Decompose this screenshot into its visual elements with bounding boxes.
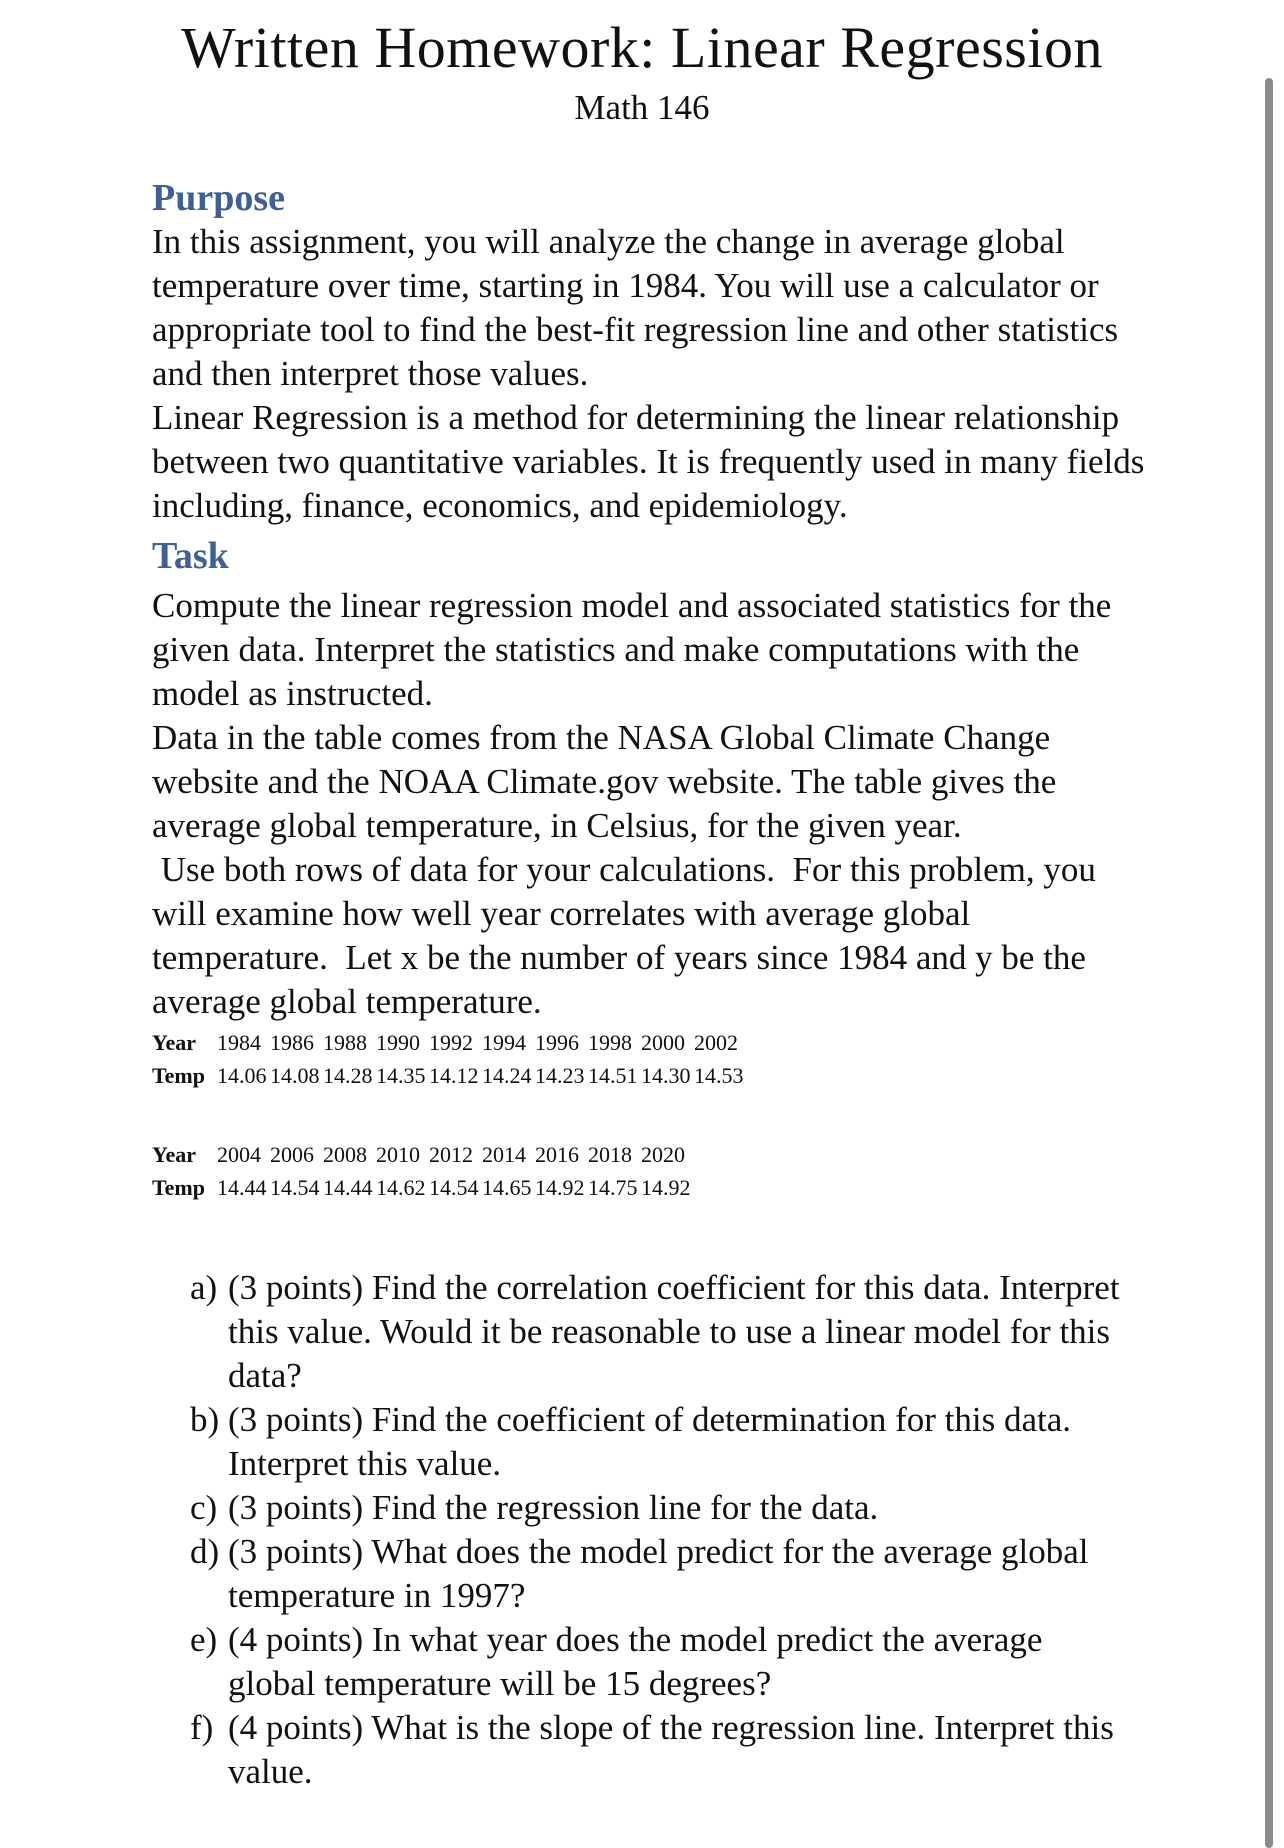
temp-cell: 14.08 [269, 1063, 320, 1088]
year-label: Year [152, 1030, 196, 1055]
temp-cell: 14.24 [481, 1063, 532, 1088]
year-label: Year [152, 1142, 196, 1167]
question-label: e) [190, 1620, 218, 1659]
purpose-paragraph-1: In this assignment, you will analyze the change in average global temperature over time, starting in 1984. You will use a calculator or appropriate tool to find the best-fit regression line and other statistics and then interpret those values. [152, 222, 1119, 393]
year-cell: 2000 [640, 1030, 685, 1055]
temperature-table-2 [152, 1138, 694, 1204]
question-label: b) [190, 1400, 220, 1439]
temp-cell: 14.65 [481, 1175, 532, 1200]
temp-cell: 14.51 [587, 1063, 638, 1088]
year-cell: 2016 [534, 1142, 579, 1167]
temp-cell: 14.44 [322, 1175, 373, 1200]
temp-cell: 14.35 [375, 1063, 426, 1088]
table-row-temp [152, 1059, 747, 1092]
temp-cell: 14.92 [640, 1175, 691, 1200]
question-item [190, 1706, 1130, 1794]
year-cell: 2004 [216, 1142, 261, 1167]
temp-cell: 14.30 [640, 1063, 691, 1088]
question-label: c) [190, 1488, 218, 1527]
year-cell: 2018 [587, 1142, 632, 1167]
year-cell: 1988 [322, 1030, 367, 1055]
question-text: (4 points) What is the slope of the regression line. Interpret this value. [228, 1708, 1114, 1791]
question-item [190, 1486, 1130, 1530]
temperature-table-1 [152, 1026, 747, 1092]
year-cell: 1996 [534, 1030, 579, 1055]
year-cell: 2002 [693, 1030, 738, 1055]
temp-cell: 14.62 [375, 1175, 426, 1200]
purpose-heading: Purpose [152, 177, 285, 219]
year-cell: 2008 [322, 1142, 367, 1167]
question-item [190, 1530, 1130, 1618]
temp-cell: 14.28 [322, 1063, 373, 1088]
table-row-year [152, 1138, 694, 1171]
year-cell: 1984 [216, 1030, 261, 1055]
year-cell: 1986 [269, 1030, 314, 1055]
question-label: f) [190, 1708, 214, 1747]
question-item [190, 1266, 1130, 1398]
document-body [152, 176, 1152, 1794]
year-cell: 1992 [428, 1030, 473, 1055]
vertical-scrollbar[interactable] [1265, 78, 1273, 1848]
question-label: d) [190, 1532, 220, 1571]
question-text: (4 points) In what year does the model predict the average global temperature will be 15 degrees? [228, 1620, 1043, 1703]
year-cell: 1994 [481, 1030, 526, 1055]
table-row-year [152, 1026, 747, 1059]
temp-label: Temp [152, 1063, 205, 1088]
course-name: Math 146 [574, 88, 710, 127]
temp-cell: 14.44 [216, 1175, 267, 1200]
temp-cell: 14.12 [428, 1063, 479, 1088]
year-cell: 2010 [375, 1142, 420, 1167]
document-title: Written Homework: Linear Regression [181, 15, 1103, 80]
year-cell: 2014 [481, 1142, 526, 1167]
task-paragraph-1: Compute the linear regression model and associated statistics for the given data. Interpret the statistics and make computations with the model as instructed. [152, 586, 1112, 713]
temp-cell: 14.54 [428, 1175, 479, 1200]
table-row-temp [152, 1171, 694, 1204]
temp-cell: 14.06 [216, 1063, 267, 1088]
year-cell: 1998 [587, 1030, 632, 1055]
year-cell: 1990 [375, 1030, 420, 1055]
question-item [190, 1398, 1130, 1486]
question-list [190, 1266, 1130, 1794]
year-cell: 2012 [428, 1142, 473, 1167]
question-text: (3 points) Find the correlation coefficient for this data. Interpret this value. Would it be reasonable to use a linear model for this data? [228, 1268, 1120, 1395]
task-body [152, 584, 1152, 1024]
temp-cell: 14.23 [534, 1063, 585, 1088]
question-text: (3 points) What does the model predict for the average global temperature in 1997? [228, 1532, 1089, 1615]
task-heading: Task [152, 535, 229, 577]
task-paragraph-3: Use both rows of data for your calculations. For this problem, you will examine how well year correlates with average global temperature. Let x be the number of years since 1984 and y be the average global temperature. [152, 850, 1105, 1021]
temp-cell: 14.54 [269, 1175, 320, 1200]
task-paragraph-2: Data in the table comes from the NASA Global Climate Change website and the NOAA Climate.gov website. The table gives the average global temperature, in Celsius, for the given year. [152, 718, 1057, 845]
question-label: a) [190, 1268, 218, 1307]
temp-cell: 14.75 [587, 1175, 638, 1200]
temp-label: Temp [152, 1175, 205, 1200]
year-cell: 2006 [269, 1142, 314, 1167]
temp-cell: 14.53 [693, 1063, 744, 1088]
question-text: (3 points) Find the coefficient of determination for this data. Interpret this value. [228, 1400, 1072, 1483]
question-item [190, 1618, 1130, 1706]
temp-cell: 14.92 [534, 1175, 585, 1200]
purpose-paragraph-2: Linear Regression is a method for determining the linear relationship between two quantitative variables. It is frequently used in many fields including, finance, economics, and epidemiology. [152, 398, 1145, 525]
year-cell: 2020 [640, 1142, 685, 1167]
question-text: (3 points) Find the regression line for the data. [228, 1488, 879, 1527]
